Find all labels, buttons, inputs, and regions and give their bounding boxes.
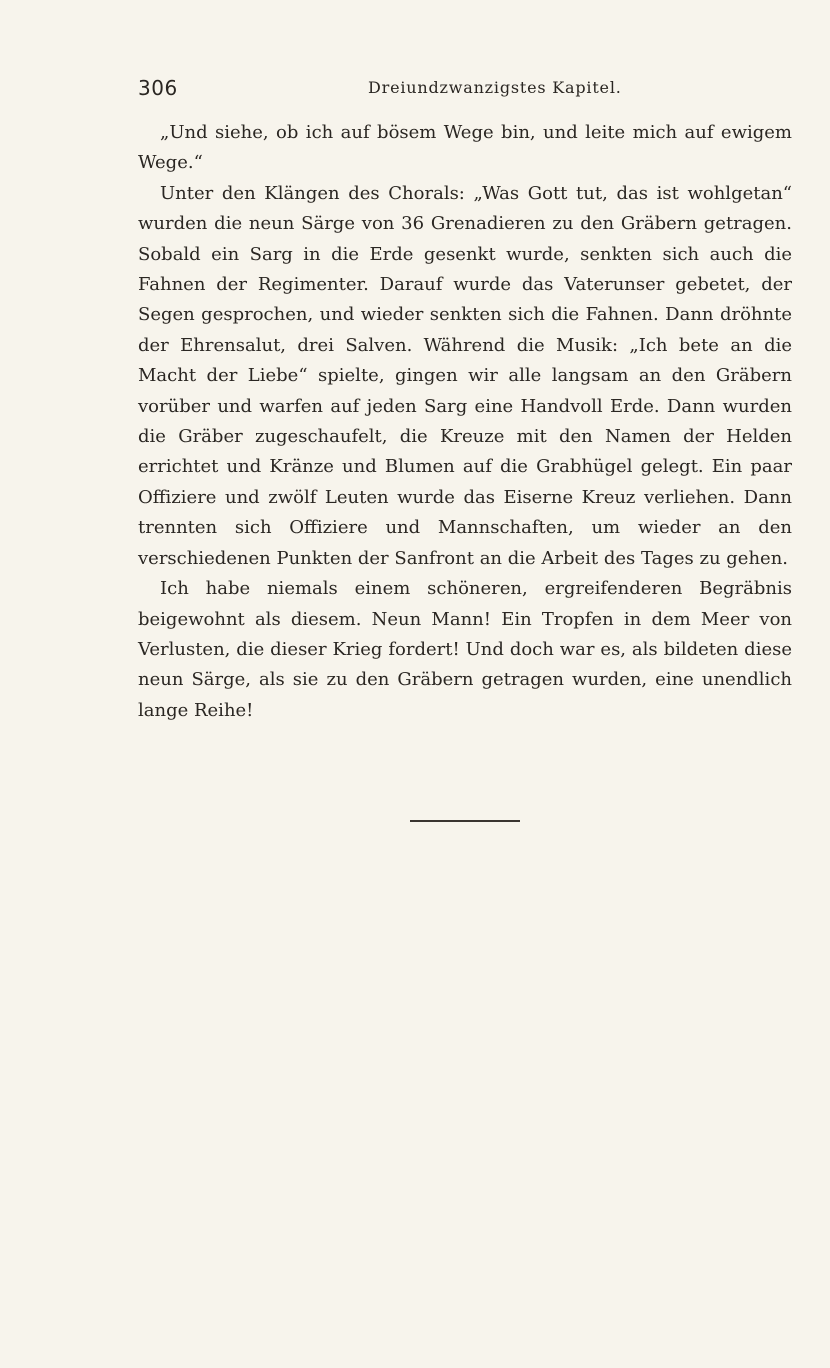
paragraph-1: „Und siehe, ob ich auf bösem Wege bin, und leite mich auf ewigem Wege.“: [138, 122, 792, 174]
page-number: 306: [138, 76, 178, 100]
paragraph-3: Ich habe niemals einem schöneren, ergreifenderen Begräbnis beigewohnt als diesem. Neun Mann! Ein Tropfen in dem Meer von Verlusten, die dieser Krieg fordert! Und doch war es, als bildeten diese neun Särge, als sie zu den Gräbern getragen wurden, eine unendlich lange Reihe!: [138, 578, 792, 721]
end-rule: [410, 820, 520, 822]
body-text: [138, 118, 792, 726]
page-header: [138, 74, 792, 102]
running-head: Dreiundzwanzigstes Kapitel.: [368, 78, 622, 97]
paragraph-2: Unter den Klängen des Chorals: „Was Gott tut, das ist wohlgetan“ wurden die neun Särge von 36 Grenadieren zu den Gräbern getragen. Sobald ein Sarg in die Erde gesenkt wurde, senkten sich auch die Fahnen der Regimenter. Darauf wurde das Vaterunser gebetet, der Segen gesprochen, und wieder senkten sich die Fahnen. Dann dröhnte der Ehrensalut, drei Salven. Während die Musik: „Ich bete an die Macht der Liebe“ spielte, gingen wir alle langsam an den Gräbern vorüber und warfen auf jeden Sarg eine Handvoll Erde. Dann wurden die Gräber zugeschaufelt, die Kreuze mit den Namen der Helden errichtet und Kränze und Blumen auf die Grabhügel gelegt. Ein paar Offiziere und zwölf Leuten wurde das Eiserne Kreuz verliehen. Dann trennten sich Offiziere und Mannschaften, um wieder an den verschiedenen Punkten der Sanfront an die Arbeit des Tages zu gehen.: [138, 182, 792, 569]
